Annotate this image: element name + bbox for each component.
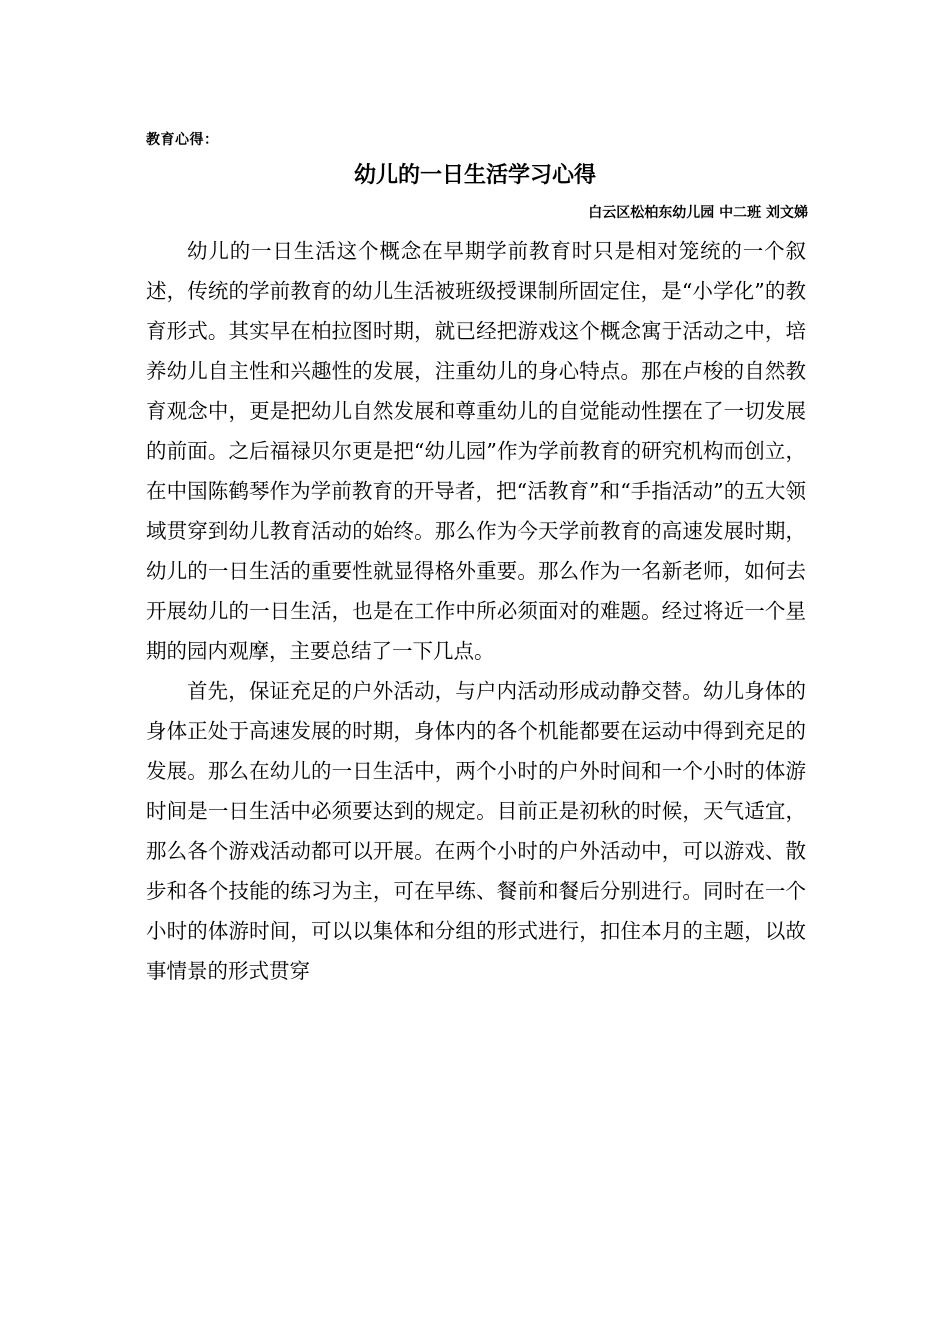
document-label: 教育心得： (146, 132, 219, 148)
document-title: 幼儿的一日生活学习心得 (353, 163, 596, 188)
document-author: 白云区松柏东幼儿园 中二班 刘文娣 (588, 205, 808, 221)
document-body (146, 231, 806, 991)
paragraph-1: 幼儿的一日生活这个概念在早期学前教育时只是相对笼统的一个叙述，传统的学前教育的幼儿生活被班级授课制所固定住，是“小学化”的教育形式。其实早在柏拉图时期，就已经把游戏这个概念寓于活动之中，培养幼儿自主性和兴趣性的发展，注重幼儿的身心特点。那在卢梭的自然教育观念中，更是把幼儿自然发展和尊重幼儿的自觉能动性摆在了一切发展的前面。之后福禄贝尔更是把“幼儿园”作为学前教育的研究机构而创立，在中国陈鹤琴作为学前教育的开导者，把“活教育”和“手指活动”的五大领域贯穿到幼儿教育活动的始终。那么作为今天学前教育的高速发展时期，幼儿的一日生活的重要性就显得格外重要。那么作为一名新老师，如何去开展幼儿的一日生活，也是在工作中所必须面对的难题。经过将近一个星期的园内观摩，主要总结了一下几点。 (146, 239, 806, 663)
paragraph-2: 首先，保证充足的户外活动，与户内活动形成动静交替。幼儿身体的身体正处于高速发展的时期，身体内的各个机能都要在运动中得到充足的发展。那么在幼儿的一日生活中，两个小时的户外时间和一个小时的体游时间是一日生活中必须要达到的规定。目前正是初秋的时候，天气适宜，那么各个游戏活动都可以开展。在两个小时的户外活动中，可以游戏、散步和各个技能的练习为主，可在早练、餐前和餐后分别进行。同时在一个小时的体游时间，可以以集体和分组的形式进行，扣住本月的主题，以故事情景的形式贯穿 (146, 679, 806, 983)
